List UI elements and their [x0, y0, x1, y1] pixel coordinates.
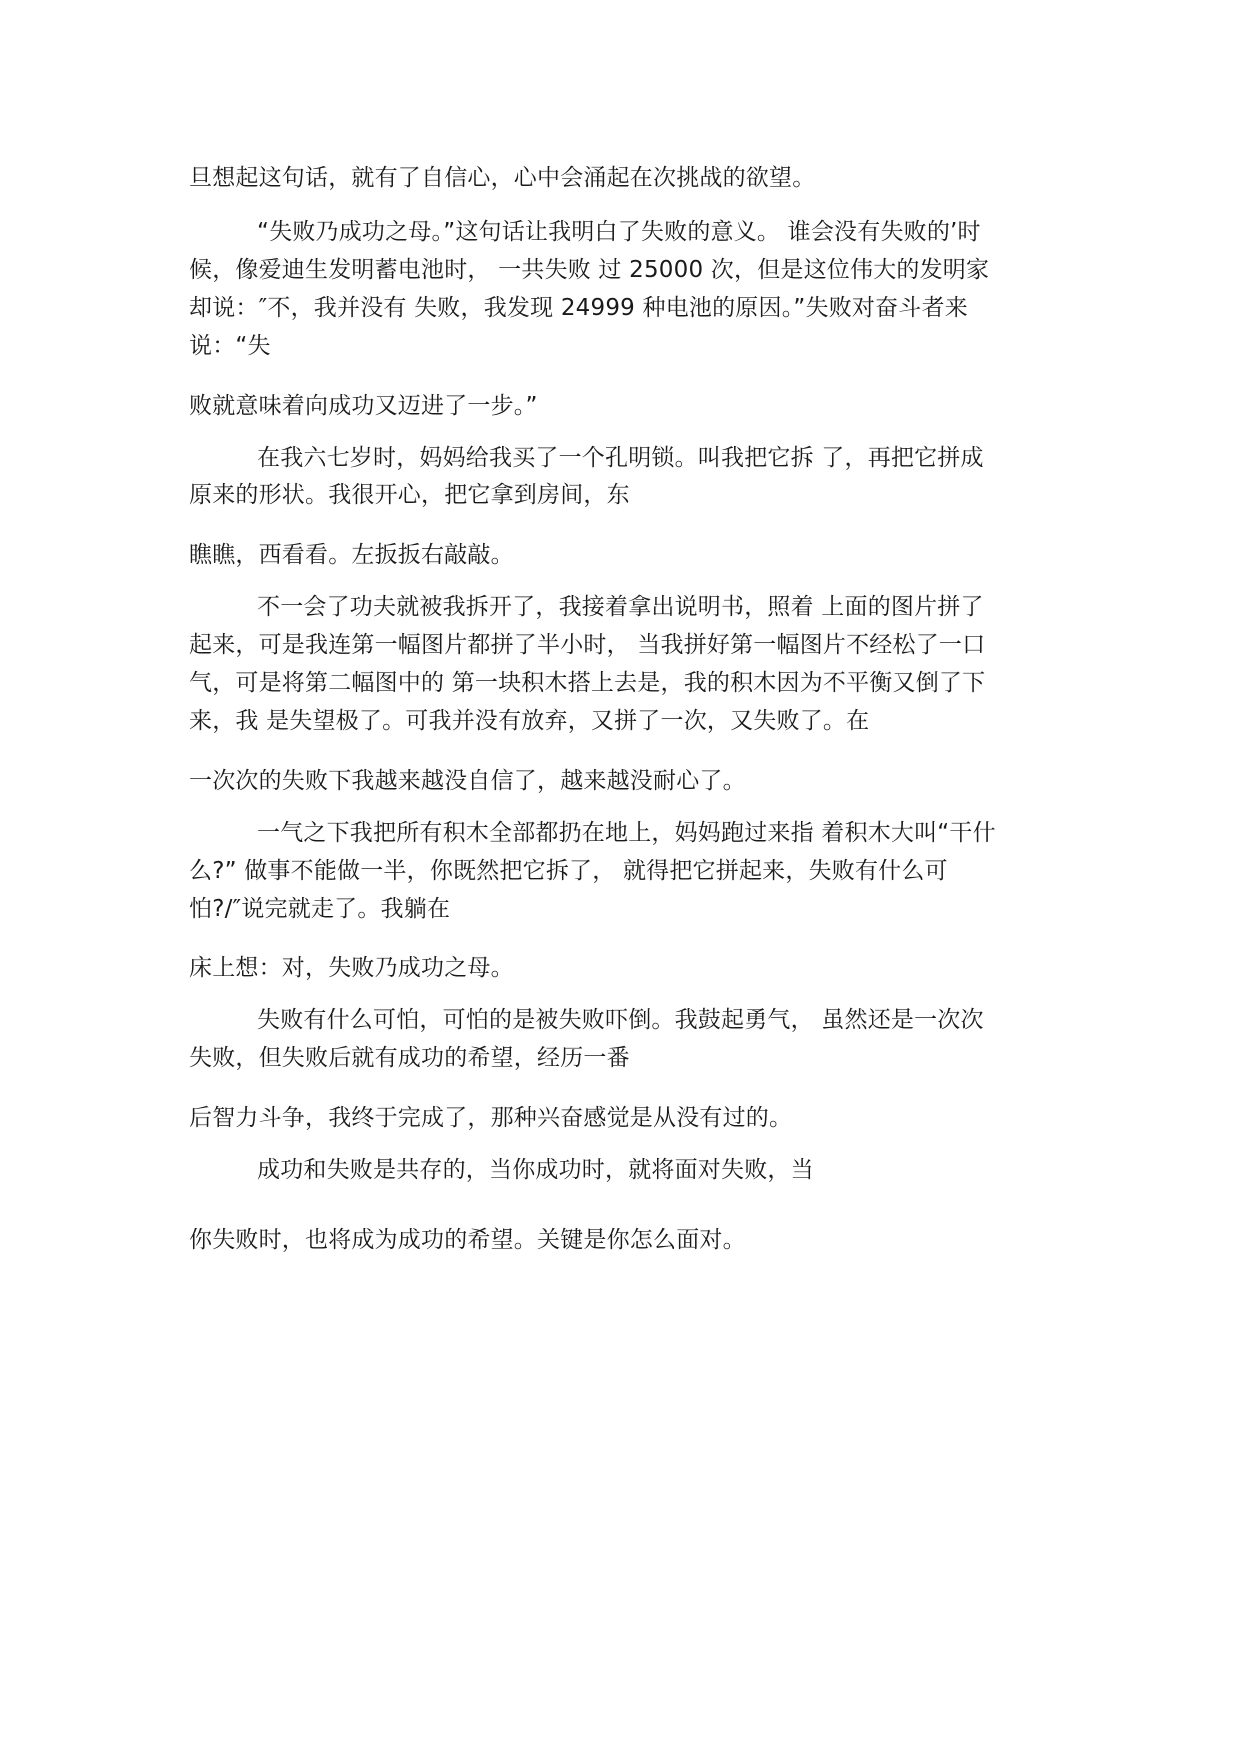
text-line: 失败，但失败后就有成功的希望，经历一番 — [189, 1045, 630, 1071]
text-line: 失败有什么可怕，可怕的是被失败吓倒。我鼓起勇气， 虽然还是一次次 — [257, 1007, 984, 1033]
text-line: 成功和失败是共存的，当你成功时，就将面对失败，当 — [257, 1157, 814, 1183]
text-line: 后智力斗争，我终于完成了，那种兴奋感觉是从没有过的。 — [189, 1105, 793, 1131]
text-line: 怕?/″说完就走了。我躺在 — [189, 896, 451, 922]
text-line: 起来，可是我连第一幅图片都拼了半小时， 当我拼好第一幅图片不经松了一口 — [189, 632, 986, 658]
text-line: 瞧瞧，西看看。左扳扳右敲敲。 — [189, 542, 514, 568]
text-line: 原来的形状。我很开心，把它拿到房间，东 — [189, 482, 630, 508]
text-line: 却说：″不，我并没有 失败，我发现 24999 种电池的原因。”失败对奋斗者来 — [189, 295, 968, 321]
text-line: 气，可是将第二幅图中的 第一块积木搭上去是，我的积木因为不平衡又倒了下 — [189, 670, 986, 696]
text-line: 一次次的失败下我越来越没自信了，越来越没耐心了。 — [189, 768, 746, 794]
text-line: 不一会了功夫就被我拆开了，我接着拿出说明书，照着 上面的图片拼了 — [257, 594, 984, 620]
text-line: 一气之下我把所有积木全部都扔在地上，妈妈跑过来指 着积木大叫“干什 — [257, 820, 996, 846]
text-line: “失败乃成功之母。”这句话让我明白了失败的意义。 谁会没有失败的’时 — [257, 219, 981, 245]
text-line: 旦想起这句话，就有了自信心，心中会涌起在次挑战的欲望。 — [189, 165, 816, 191]
text-line: 败就意味着向成功又迈进了一步。” — [189, 393, 538, 419]
text-line: 你失败时，也将成为成功的希望。关键是你怎么面对。 — [189, 1227, 746, 1253]
text-line: 说：“失 — [189, 333, 271, 359]
text-line: 候，像爱迪生发明蓄电池时， 一共失败 过 25000 次，但是这位伟大的发明家 — [189, 257, 990, 283]
text-line: 在我六七岁时，妈妈给我买了一个孔明锁。叫我把它拆 了，再把它拼成 — [257, 445, 984, 471]
text-line: 么?” 做事不能做一半，你既然把它拆了， 就得把它拼起来，失败有什么可 — [189, 858, 948, 884]
text-line: 床上想：对，失败乃成功之母。 — [189, 955, 514, 981]
text-line: 来，我 是失望极了。可我并没有放弃，又拼了一次，又失败了。在 — [189, 708, 870, 734]
